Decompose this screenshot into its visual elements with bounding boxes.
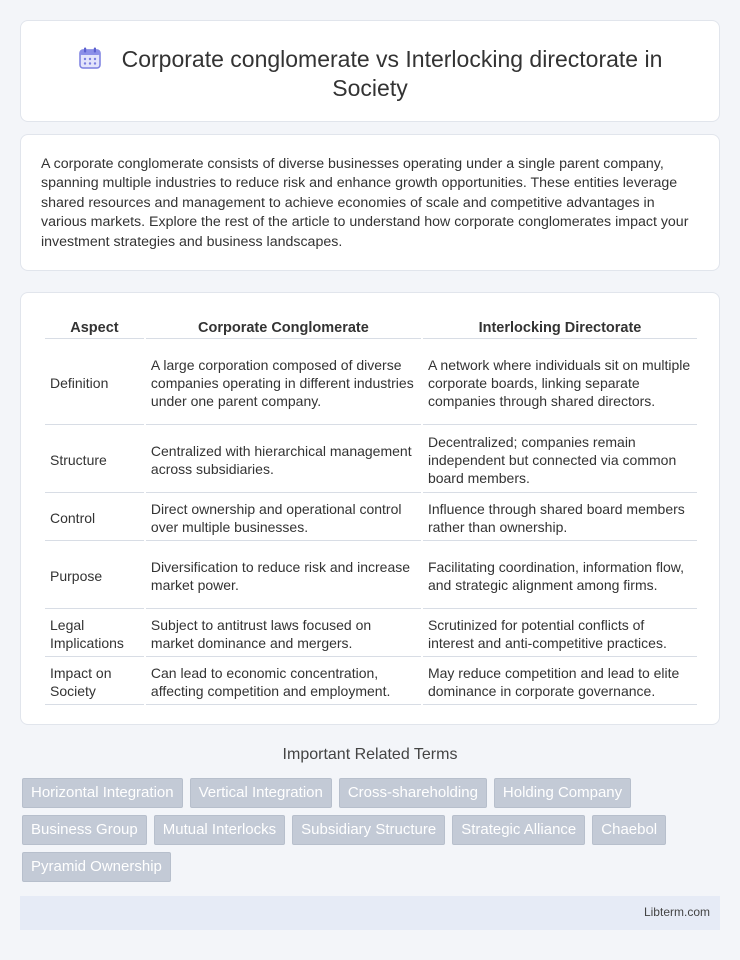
footer [20, 896, 720, 930]
row-conglomerate: Can lead to economic concentration, affecting competition and employment. [146, 659, 421, 705]
row-interlocking: A network where individuals sit on multiple corporate boards, linking separate companies through shared directors. [423, 341, 697, 425]
tag-strategic-alliance[interactable]: Strategic Alliance [452, 815, 585, 845]
row-aspect: Impact on Society [45, 659, 144, 705]
comparison-card [20, 292, 720, 725]
header-interlocking: Interlocking Directorate [423, 317, 697, 339]
row-aspect: Control [45, 495, 144, 541]
tag-cross-shareholding[interactable]: Cross-shareholding [339, 778, 487, 808]
table-row [45, 543, 697, 609]
tag-horizontal-integration[interactable]: Horizontal Integration [22, 778, 183, 808]
related-terms-list [22, 778, 712, 889]
tag-pyramid-ownership[interactable]: Pyramid Ownership [22, 852, 171, 882]
tag-business-group[interactable]: Business Group [22, 815, 147, 845]
table-row [45, 611, 697, 657]
header-conglomerate: Corporate Conglomerate [146, 317, 421, 339]
title-card [20, 20, 720, 122]
row-interlocking: May reduce competition and lead to elite dominance in corporate governance. [423, 659, 697, 705]
intro-card [20, 134, 720, 271]
footer-brand[interactable]: Libterm.com [643, 905, 710, 919]
page-title: Corporate conglomerate vs Interlocking directorate in Society [121, 46, 663, 101]
row-interlocking: Decentralized; companies remain independent but connected via common board members. [423, 427, 697, 493]
row-aspect: Structure [45, 427, 144, 493]
row-aspect: Definition [45, 341, 144, 425]
table-header-row [45, 317, 697, 339]
comparison-table [43, 315, 699, 707]
tag-chaebol[interactable]: Chaebol [592, 815, 666, 845]
calendar-icon [78, 46, 102, 70]
row-aspect: Purpose [45, 543, 144, 609]
row-conglomerate: Centralized with hierarchical management across subsidiaries. [146, 427, 421, 493]
row-interlocking: Scrutinized for potential conflicts of interest and anti-competitive practices. [423, 611, 697, 657]
header-aspect: Aspect [45, 317, 144, 339]
table-row [45, 495, 697, 541]
row-conglomerate: Diversification to reduce risk and increase market power. [146, 543, 421, 609]
tag-holding-company[interactable]: Holding Company [494, 778, 631, 808]
row-conglomerate: Subject to antitrust laws focused on market dominance and mergers. [146, 611, 421, 657]
table-row [45, 427, 697, 493]
row-interlocking: Influence through shared board members rather than ownership. [423, 495, 697, 541]
tag-subsidiary-structure[interactable]: Subsidiary Structure [292, 815, 445, 845]
intro-paragraph: A corporate conglomerate consists of diverse businesses operating under a single parent company, spanning multiple industries to reduce risk and enhance growth opportunities. These entities leverage shared resources and management to achieve economies of scale and competitive advantages in various markets. Explore the rest of the article to understand how corporate conglomerates impact your investment strategies and business landscapes. [41, 156, 689, 250]
table-row [45, 659, 697, 705]
table-row [45, 341, 697, 425]
row-conglomerate: A large corporation composed of diverse companies operating in different industries under one parent company. [146, 341, 421, 425]
row-conglomerate: Direct ownership and operational control over multiple businesses. [146, 495, 421, 541]
page-title-wrap [61, 45, 679, 103]
row-interlocking: Facilitating coordination, information flow, and strategic alignment among firms. [423, 543, 697, 609]
row-aspect: Legal Implications [45, 611, 144, 657]
related-terms-title: Important Related Terms [282, 746, 458, 763]
tag-vertical-integration[interactable]: Vertical Integration [190, 778, 332, 808]
tag-mutual-interlocks[interactable]: Mutual Interlocks [154, 815, 285, 845]
